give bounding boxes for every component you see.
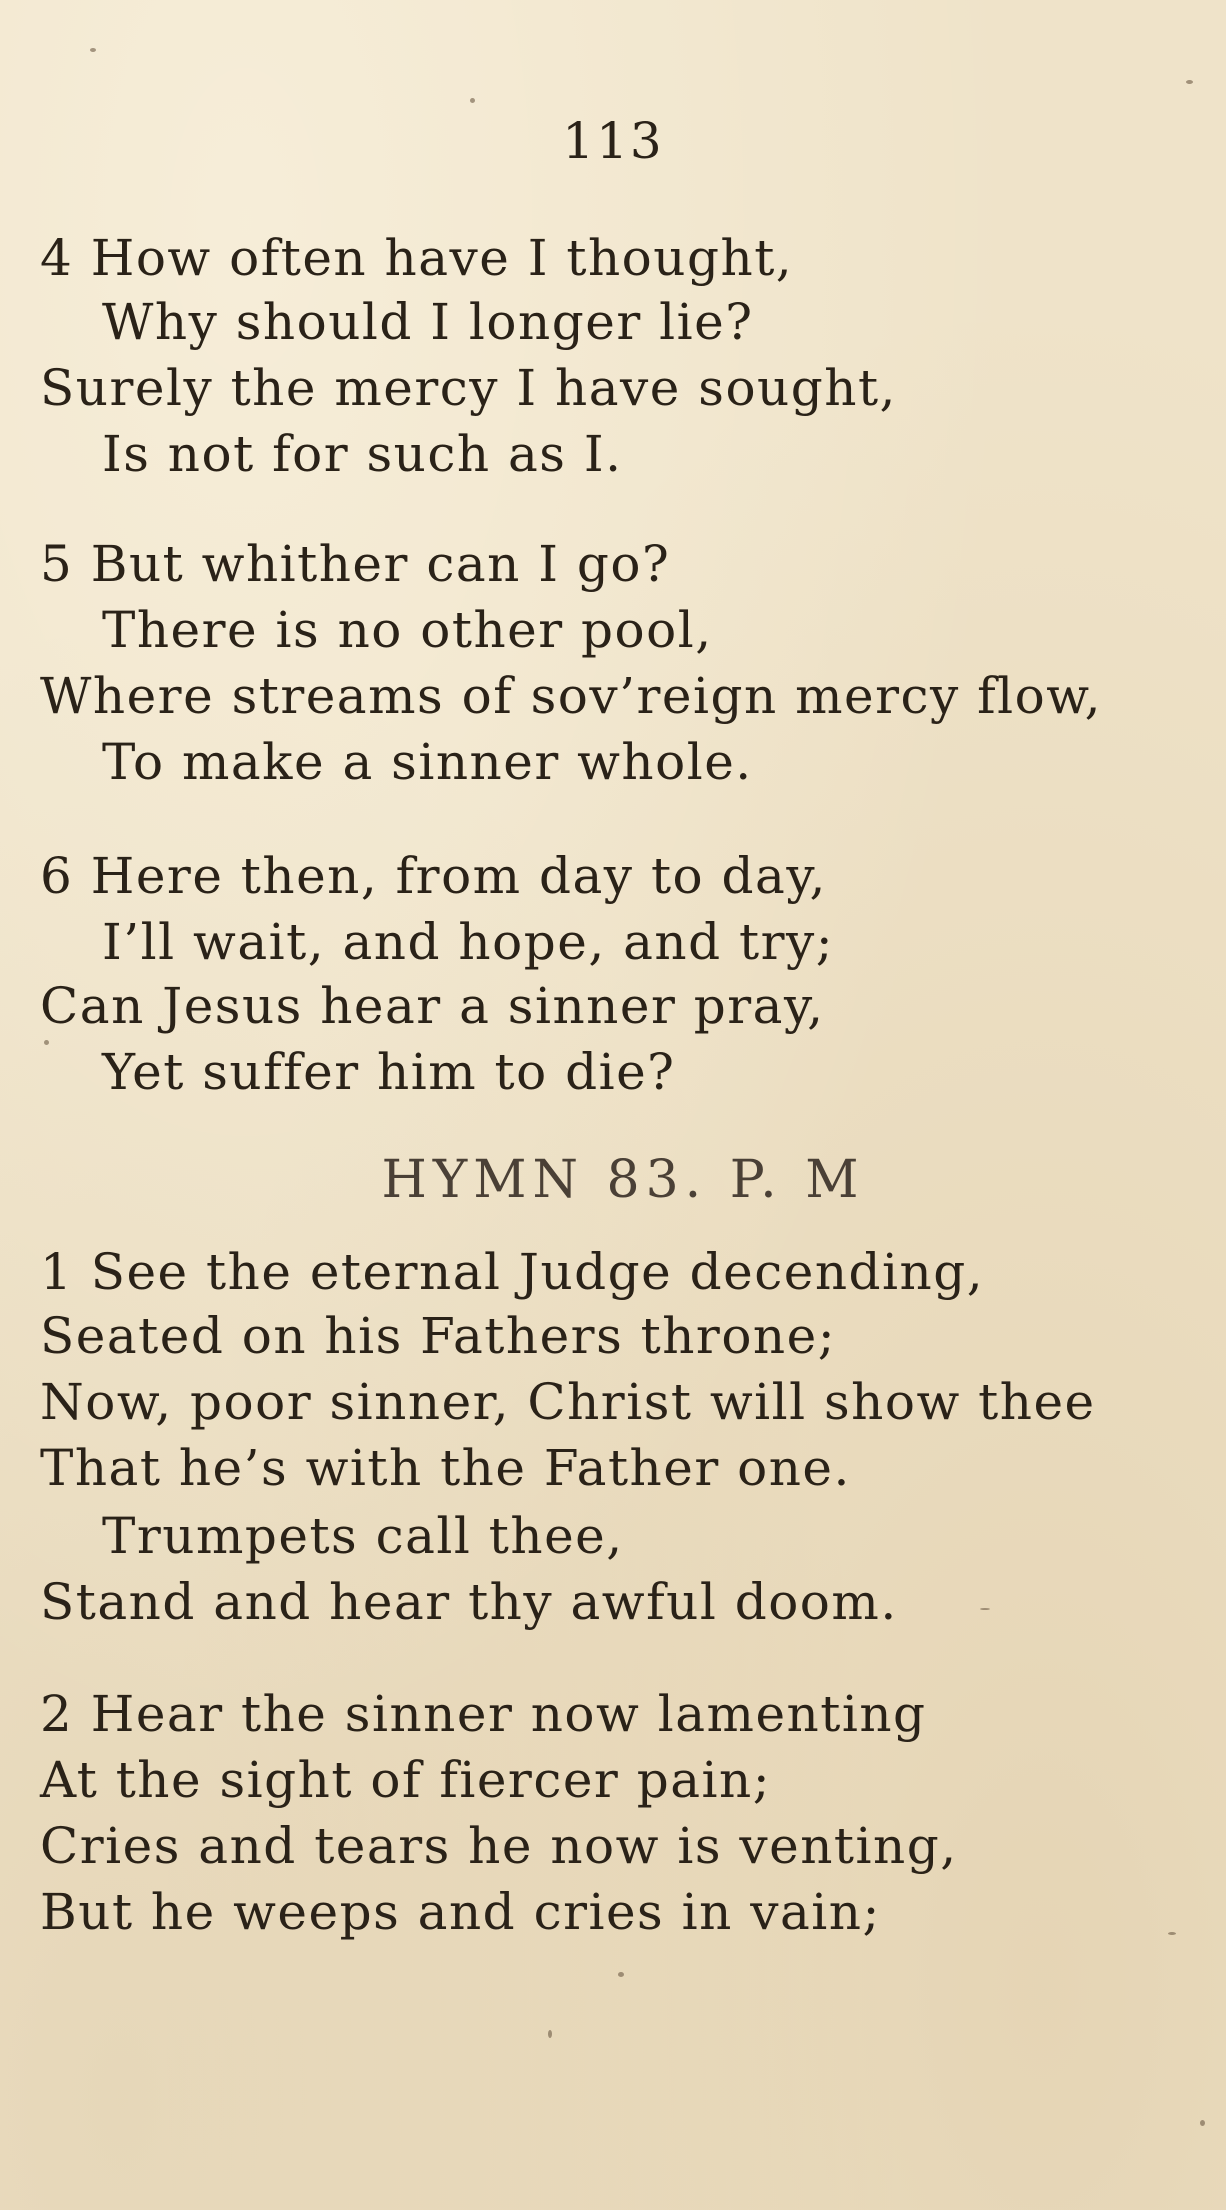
- stanza-6-line-2: I’ll wait, and hope, and try;: [102, 913, 835, 971]
- paper-speck: [980, 1608, 990, 1610]
- verse-text: Hear the sinner now lamenting: [90, 1685, 927, 1743]
- stanza-number: 4: [40, 229, 74, 287]
- stanza-5-line-2: There is no other pool,: [102, 601, 713, 659]
- stanza-number: 1: [40, 1243, 74, 1301]
- paper-speck: [44, 1040, 49, 1045]
- stanza-6-line-1: [40, 844, 827, 908]
- hymn-stanza-2-line-4: But he weeps and cries in vain;: [40, 1883, 881, 1941]
- hymn-stanza-1-line-1: [40, 1240, 984, 1304]
- hymn-stanza-2-line-1: [40, 1682, 927, 1746]
- paper-speck: [1200, 2120, 1205, 2126]
- page-number: 113: [562, 112, 664, 170]
- hymn-stanza-1-line-2: Seated on his Fathers throne;: [40, 1307, 837, 1365]
- paper-speck: [470, 98, 475, 103]
- verse-text: See the eternal Judge decending,: [90, 1243, 985, 1301]
- hymn-stanza-1-line-3: Now, poor sinner, Christ will show thee: [40, 1373, 1096, 1431]
- stanza-5-line-1: [40, 532, 670, 596]
- hymn-stanza-1-line-5: Trumpets call thee,: [102, 1507, 624, 1565]
- verse-text: Here then, from day to day,: [90, 847, 827, 905]
- paper-speck: [1168, 1932, 1176, 1935]
- stanza-5-line-4: To make a sinner whole.: [102, 733, 753, 791]
- stanza-6-line-4: Yet suffer him to die?: [102, 1043, 676, 1101]
- stanza-5-line-3: Where streams of sov’reign mercy flow,: [40, 667, 1102, 725]
- stanza-number: 5: [40, 535, 74, 593]
- hymn-stanza-1-line-4: That he’s with the Father one.: [40, 1439, 851, 1497]
- hymn-stanza-2-line-2: At the sight of fiercer pain;: [40, 1751, 772, 1809]
- verse-text: How often have I thought,: [90, 229, 794, 287]
- stanza-4-line-4: Is not for such as I.: [102, 425, 623, 483]
- hymn-stanza-1-line-6: Stand and hear thy awful doom.: [40, 1573, 898, 1631]
- paper-speck: [1186, 80, 1193, 84]
- stanza-4-line-3: Surely the mercy I have sought,: [40, 359, 897, 417]
- stanza-4-line-2: Why should I longer lie?: [102, 293, 754, 351]
- paper-speck: [90, 48, 96, 52]
- stanza-number: 2: [40, 1685, 74, 1743]
- stanza-6-line-3: Can Jesus hear a sinner pray,: [40, 977, 825, 1035]
- stanza-4-line-1: [40, 226, 793, 290]
- paper-speck: [618, 1972, 624, 1977]
- hymn-title: HYMN 83. P. M: [381, 1150, 865, 1210]
- verse-text: But whither can I go?: [90, 535, 671, 593]
- stanza-number: 6: [40, 847, 74, 905]
- hymn-stanza-2-line-3: Cries and tears he now is venting,: [40, 1817, 958, 1875]
- paper-speck: [548, 2030, 552, 2038]
